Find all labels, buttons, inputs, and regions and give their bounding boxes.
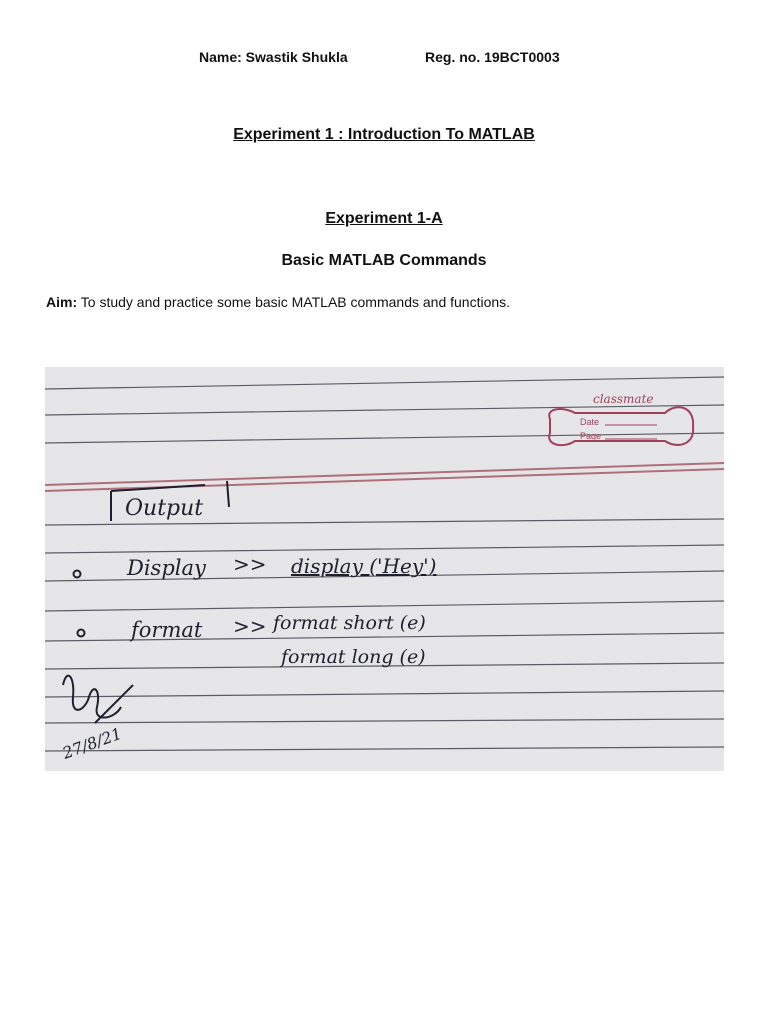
experiment-subtitle: Experiment 1-A <box>325 210 443 227</box>
item-2-label: format <box>131 618 203 642</box>
aim-text: To study and practice some basic MATLAB commands and functions. <box>77 294 511 310</box>
notebook-photo <box>45 367 724 771</box>
student-name: Name: Swastik Shukla <box>199 49 348 65</box>
section-heading: Basic MATLAB Commands <box>281 252 487 269</box>
item-1-command: display ('Hey') <box>291 554 437 578</box>
notebook-photo-svg <box>45 367 724 771</box>
item-2-command2: format long (e) <box>281 646 426 668</box>
page-title: Experiment 1 : Introduction To MATLAB <box>233 126 535 143</box>
item-2-command: format short (e) <box>273 612 426 634</box>
signature-date: 27/8/21 <box>59 723 125 763</box>
logo-brand: classmate <box>593 392 654 406</box>
aim-paragraph <box>46 294 726 310</box>
item-1-arrow: >> <box>233 552 267 576</box>
item-1-label: Display <box>127 556 206 580</box>
output-heading-text: Output <box>125 496 204 521</box>
aim-label: Aim: <box>46 294 78 310</box>
logo-date-label: Date <box>580 417 600 427</box>
logo-page-label: Page <box>580 431 602 441</box>
registration-number: Reg. no. 19BCT0003 <box>425 49 560 65</box>
item-2-arrow: >> <box>233 614 267 638</box>
